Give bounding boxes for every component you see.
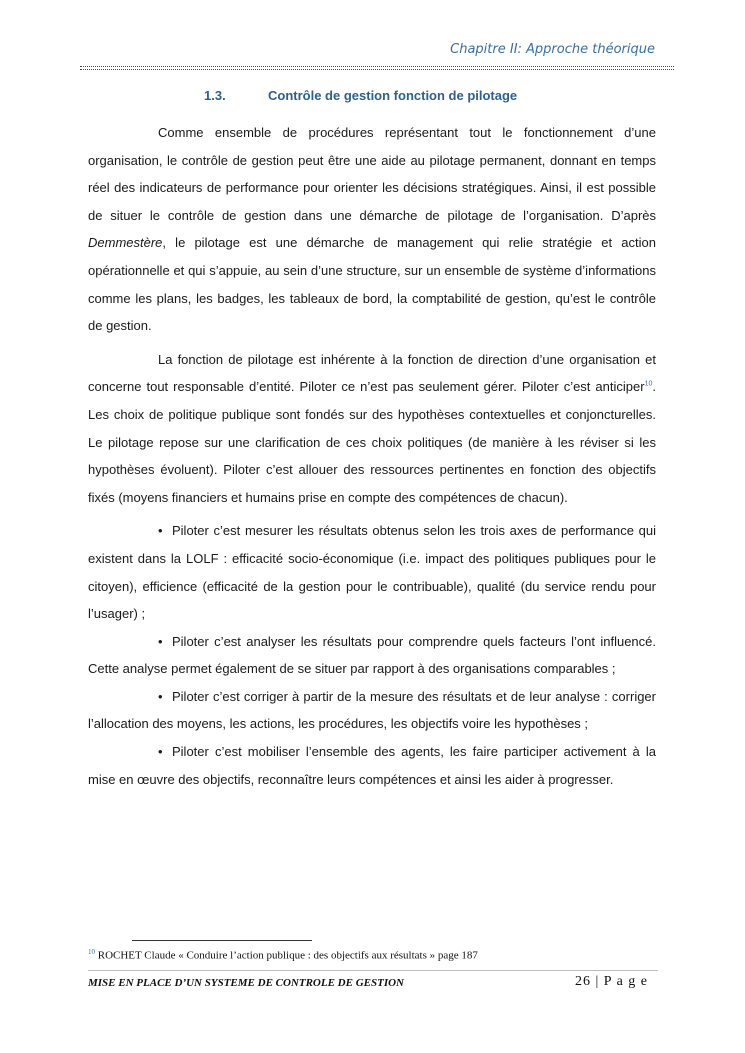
bullet-icon: • xyxy=(158,744,163,760)
section-number: 1.3. xyxy=(204,88,226,103)
page-number-value: 26 xyxy=(575,974,591,989)
footnote-divider xyxy=(132,940,312,941)
document-body xyxy=(88,119,656,793)
bullet-item-analyser xyxy=(88,628,656,683)
bullet-icon: • xyxy=(158,523,163,539)
bullet-text: Piloter c’est analyser les résultats pour comprendre quels facteurs l’ont influencé. Cette analyse permet également de se situer par rapport à des organisations comparables ; xyxy=(88,633,656,677)
page-label: | P a g e xyxy=(591,974,648,989)
bullet-item-corriger xyxy=(88,683,656,738)
bullet-text: Piloter c’est mobiliser l’ensemble des agents, les faire participer activement à la mise en œuvre des objectifs, reconnaître leurs compétences et ainsi les aider à progresser. xyxy=(88,744,656,787)
bullet-text: Piloter c’est corriger à partir de la mesure des résultats et de leur analyse : corriger l’allocation des moyens, les actions, les procédures, les objectifs voire les hypothèses ; xyxy=(88,688,656,732)
paragraph-text: Comme ensemble de procédures représentant tout le fonctionnement d’une organisation, le contrôle de gestion peut être une aide au pilotage permanent, donnant en temps réel des indicateurs de performance pour orienter les décisions stratégiques. Ainsi, il est possible de situer le contrôle de gestion dans une démarche de pilotage de l’organisation. D’après xyxy=(88,125,656,223)
bullet-item-mobiliser xyxy=(88,738,656,793)
paragraph-text: . Les choix de politique publique sont fondés sur des hypothèses contextuelles et conjoncturelles. Le pilotage repose sur une clarification de ces choix politiques (de manière à les réviser si les hypothèses évoluent). Piloter c’est allouer des ressources pertinentes en fonction des objectifs fixés (moyens financiers et humains prise en compte des compétences de chacun). xyxy=(88,379,656,505)
paragraph-pilotage-definition xyxy=(88,119,656,340)
bullet-icon: • xyxy=(158,688,163,704)
section-title: Contrôle de gestion fonction de pilotage xyxy=(268,88,518,103)
chapter-header: Chapitre II: Approche théorique xyxy=(450,42,655,57)
page-number xyxy=(575,974,648,990)
author-name: Demmestère xyxy=(88,235,163,251)
paragraph-pilotage-function xyxy=(88,346,656,512)
paragraph-text: La fonction de pilotage est inhérente à la fonction de direction d’une organisation et concerne tout responsable d’entité. Piloter ce n’est pas seulement gérer. Piloter c’est anticiper xyxy=(88,351,656,395)
bullet-item-mesurer xyxy=(88,517,656,627)
footnote-reference[interactable]: 10 xyxy=(644,381,653,389)
footer-document-title: MISE EN PLACE D’UN SYSTEME DE CONTROLE DE GESTION xyxy=(88,977,404,989)
footnote-number: 10 xyxy=(88,948,95,956)
footnote-text: ROCHET Claude « Conduire l’action publique : des objectifs aux résultats » page 187 xyxy=(95,949,478,962)
header-divider xyxy=(80,66,674,67)
footnote xyxy=(88,948,656,962)
bullet-icon: • xyxy=(158,633,163,649)
paragraph-text: , le pilotage est une démarche de management qui relie stratégie et action opérationnelle et qui s’appuie, au sein d’une structure, sur un ensemble de système d’informations comme les plans, les badges, les tableaux de bord, la comptabilité de gestion, qu’est le contrôle de gestion. xyxy=(88,235,656,334)
header-divider-secondary xyxy=(80,69,674,70)
footer-divider xyxy=(88,970,658,971)
bullet-text: Piloter c’est mesurer les résultats obtenus selon les trois axes de performance qui existent dans la LOLF : efficacité socio-économique (i.e. impact des politiques publiques pour le citoyen), efficience (efficacité de la gestion pour le contribuable), qualité (du service rendu pour l’usager) ; xyxy=(88,523,656,622)
